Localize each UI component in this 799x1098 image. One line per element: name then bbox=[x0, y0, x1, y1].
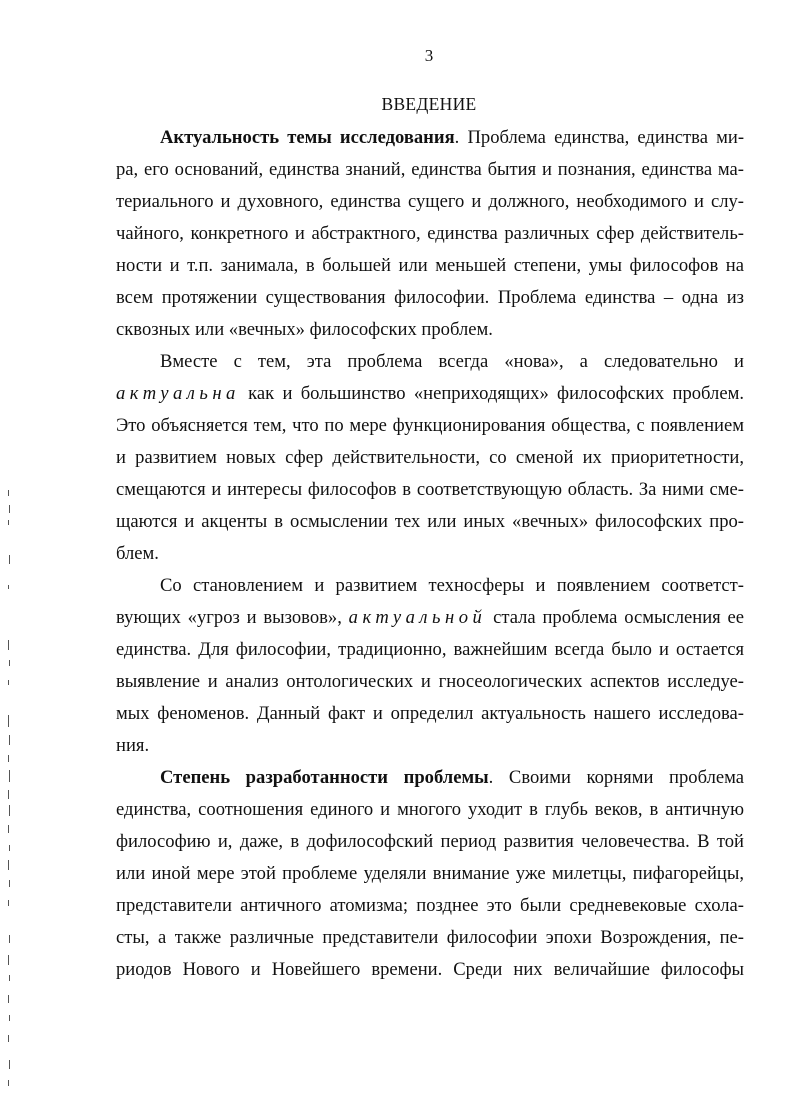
text-line: Актуальность темы исследования. Проблема единства, единства ми- bbox=[160, 127, 745, 148]
text-line: единства, соотношения единого и многого уходит в глубь веков, в античную bbox=[116, 799, 744, 820]
text-line: териального и духовного, единства сущего и должного, необходимого и слу- bbox=[116, 191, 744, 212]
text-line: единства. Для философии, традиционно, важнейшим всегда было и остается bbox=[116, 639, 744, 660]
text-line: чайного, конкретного и абстрактного, единства различных сфер действитель- bbox=[116, 223, 744, 244]
text-line: философию и, даже, в дофилософский период развития человечества. В той bbox=[116, 831, 744, 852]
text-line: актуальна как и большинство «неприходящих» философских проблем. bbox=[116, 383, 744, 404]
text-line: выявление и анализ онтологических и гносеологических аспектов исследуе- bbox=[116, 671, 744, 692]
text-line: Это объясняется тем, что по мере функционирования общества, с появлением bbox=[116, 415, 744, 436]
section-heading: Актуальность темы исследования bbox=[160, 127, 455, 148]
page-number: 3 bbox=[424, 46, 434, 65]
emphasis-word: актуальна bbox=[116, 383, 240, 404]
text-line: вующих «угроз и вызовов», актуальной стала проблема осмысления ее bbox=[116, 607, 745, 628]
text-line: всем протяжении существования философии. Проблема единства – одна из bbox=[116, 287, 744, 308]
scan-artifacts bbox=[0, 0, 20, 1098]
text-line: риодов Нового и Новейшего времени. Среди них величайшие философы bbox=[116, 959, 744, 980]
text-line: ния. bbox=[116, 735, 150, 756]
text-line: Степень разработанности проблемы. Своими корнями проблема bbox=[160, 767, 745, 788]
text-line: блем. bbox=[116, 543, 159, 564]
text-line: мых феноменов. Данный факт и определил актуальность нашего исследова- bbox=[116, 703, 744, 724]
text-line: и развитием новых сфер действительности, со сменой их приоритетности, bbox=[116, 447, 744, 468]
text-line: сты, а также различные представители философии эпохи Возрождения, пе- bbox=[116, 927, 744, 948]
text-line: сквозных или «вечных» философских проблем. bbox=[116, 319, 493, 340]
text-line: Со становлением и развитием техносферы и появлением соответст- bbox=[160, 575, 744, 596]
emphasis-word: актуальной bbox=[348, 607, 487, 628]
text-line: Вместе с тем, эта проблема всегда «нова», а следовательно и bbox=[160, 351, 744, 372]
text-line: представители античного атомизма; позднее это были средневековые схола- bbox=[116, 895, 744, 916]
section-heading: Степень разработанности проблемы bbox=[160, 767, 489, 788]
text-line: ра, его оснований, единства знаний, единства бытия и познания, единства ма- bbox=[116, 159, 744, 180]
text-line: или иной мере этой проблеме уделяли внимание уже милетцы, пифагорейцы, bbox=[116, 863, 744, 884]
text-line: ности и т.п. занимала, в большей или меньшей степени, умы философов на bbox=[116, 255, 744, 276]
page-title: ВВЕДЕНИЕ bbox=[381, 94, 477, 114]
text-line: смещаются и интересы философов в соответствующую область. За ними сме- bbox=[116, 479, 744, 500]
text-line: щаются и акценты в осмыслении тех или иных «вечных» философских про- bbox=[116, 511, 744, 532]
